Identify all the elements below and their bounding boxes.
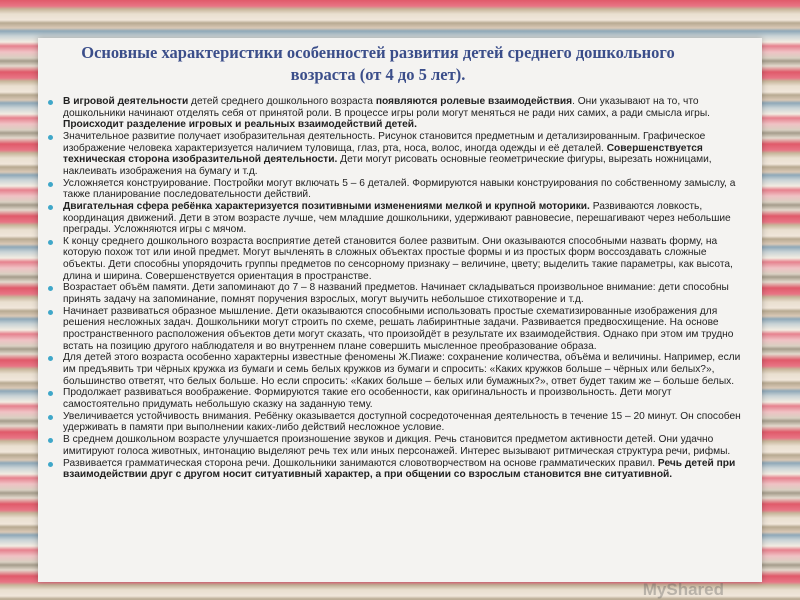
bullet-icon bbox=[48, 135, 53, 140]
bullet-item bbox=[48, 434, 748, 457]
bullet-icon bbox=[48, 438, 53, 443]
text: Возрастает объём памяти. Дети запоминают до 7 – 8 названий предметов. Начинает складываться произвольное внимание: дети способны принять задачу на запоминание, помнят поручения взрослых, могут выучить небольшое стихотворение и т.д. bbox=[63, 282, 729, 306]
bold-text: появляются ролевые взаимодействия bbox=[375, 96, 573, 107]
watermark: MyShared bbox=[642, 580, 724, 599]
text: К концу среднего дошкольного возраста восприятие детей становится более развитым. Они оказываются способными назвать форму, на которую похож тот или иной предмет. Могут вычленять в сложных объектах простые формы и из простых форм воссоздавать сложные объекты. Дети способны упорядочить группы предметов по сенсорному признаку – величине, цвету; выделить такие параметры, как высота, длина и ширина. Совершенствуется ориентация в пространстве. bbox=[63, 235, 733, 282]
text: Для детей этого возраста особенно характерны известные феномены Ж.Пиаже: сохранение количества, объёма и величины. Например, если им предъявить три чёрных кружка из бумаги и семь белых кружков из бумаги и спросить: «Каких кружков больше – чёрных или белых?», большинство ответят, что белых больше. Но если спросить: «Каких больше – белых или бумажных?», ответ будет таким же – больше белых. bbox=[63, 352, 741, 387]
bullet-icon bbox=[48, 415, 53, 420]
text: Увеличивается устойчивость внимания. Ребёнку оказывается доступной сосредоточенная деятельность в течение 15 – 20 минут. Он способен удерживать в памяти при выполнении каких-либо действий несложное условие. bbox=[63, 410, 741, 434]
text: Начинает развиваться образное мышление. Дети оказываются способными использовать простые схематизированные изображения для решения несложных задач. Дошкольники могут строить по схеме, решать лабиринтные задачи. Развивается предвосхищение. На основе пространственного расположения объектов дети могут сказать, что произойдёт в результате их взаимодействия. Однако при этом им трудно встать на позицию другого наблюдателя и во внутреннем плане совершить мысленное преобразование образа. bbox=[63, 305, 734, 352]
bullet-icon bbox=[48, 310, 53, 315]
bullet-item bbox=[48, 178, 748, 201]
bullet-item bbox=[48, 387, 748, 410]
text: Дети могут рисовать основные геометрические фигуры, вырезать ножницами, наклеивать изображения на бумагу и т.д. bbox=[63, 154, 712, 177]
bullet-item bbox=[48, 282, 748, 305]
bold-text: В игровой деятельности bbox=[63, 96, 189, 107]
text: Развиваются ловкость, координация движений. Дети в этом возрасте лучше, чем младшие дошкольники, удерживают равновесие, перешагивают через небольшие преграды. Усложняются игры с мячом. bbox=[63, 200, 731, 236]
bold-text: Речь детей при взаимодействии друг с другом носит ситуативный характер, а при общении со взрослым становится вне ситуативной. bbox=[63, 457, 736, 481]
bullet-icon bbox=[48, 100, 53, 105]
bullet-item bbox=[48, 96, 748, 131]
text: В среднем дошкольном возрасте улучшается произношение звуков и дикция. Речь становится предметом активности детей. Они удачно имитируют голоса животных, интонацию выделяют речь тех или иных персонажей. Интерес вызывают ритмическая структура речи, рифмы. bbox=[63, 434, 731, 457]
bullet-item bbox=[48, 236, 748, 282]
text: Продолжает развиваться воображение. Формируются такие его особенности, как оригинальность и произвольность. Дети могут самостоятельно придумать небольшую сказку на заданную тему. bbox=[63, 387, 672, 410]
bullet-icon bbox=[48, 205, 53, 210]
bullet-item bbox=[48, 131, 748, 177]
bullet-item bbox=[48, 458, 748, 481]
text: детей среднего дошкольного возраста bbox=[188, 96, 376, 107]
bold-text: Совершенствуется техническая сторона изобразительной деятельности. bbox=[63, 142, 703, 166]
bullet-icon bbox=[48, 240, 53, 245]
bullet-icon bbox=[48, 286, 53, 291]
slide-title: Основные характеристики особенностей развития детей среднего дошкольного возраста (от 4 до 5 лет). bbox=[81, 43, 675, 84]
bullet-item bbox=[48, 306, 748, 352]
bullet-item bbox=[48, 352, 748, 387]
bullet-list bbox=[48, 96, 748, 481]
text: . Они указывают на то, что дошкольники начинают отделять себя от принятой роли. В процессе игры роли могут меняться не ради них самих, а ради смысла игры. bbox=[63, 96, 711, 119]
slide bbox=[38, 38, 762, 599]
bold-text: Двигательная сфера ребёнка характеризуется позитивными изменениями мелкой и крупной моторики. bbox=[63, 200, 590, 212]
text: Усложняется конструирование. Постройки могут включать 5 – 6 деталей. Формируются навыки конструирования по собственному замыслу, а также планирование последовательности действий. bbox=[63, 177, 736, 201]
bullet-icon bbox=[48, 356, 53, 361]
bold-text: Происходит разделение игровых и реальных взаимодействий детей. bbox=[63, 119, 417, 131]
bullet-item bbox=[48, 201, 748, 236]
bullet-icon bbox=[48, 391, 53, 396]
bullet-icon bbox=[48, 182, 53, 187]
text: Значительное развитие получает изобразительная деятельность. Рисунок становится предметным и детализированным. Графическое изображение человека характеризуется наличием туловища, глаз, рта, носа, волос, иногда одежды и её деталей. bbox=[63, 130, 706, 154]
text: Развивается грамматическая сторона речи. Дошкольники занимаются словотворчеством на основе грамматических правил. bbox=[63, 457, 658, 469]
bullet-item bbox=[48, 411, 748, 434]
bullet-icon bbox=[48, 462, 53, 467]
